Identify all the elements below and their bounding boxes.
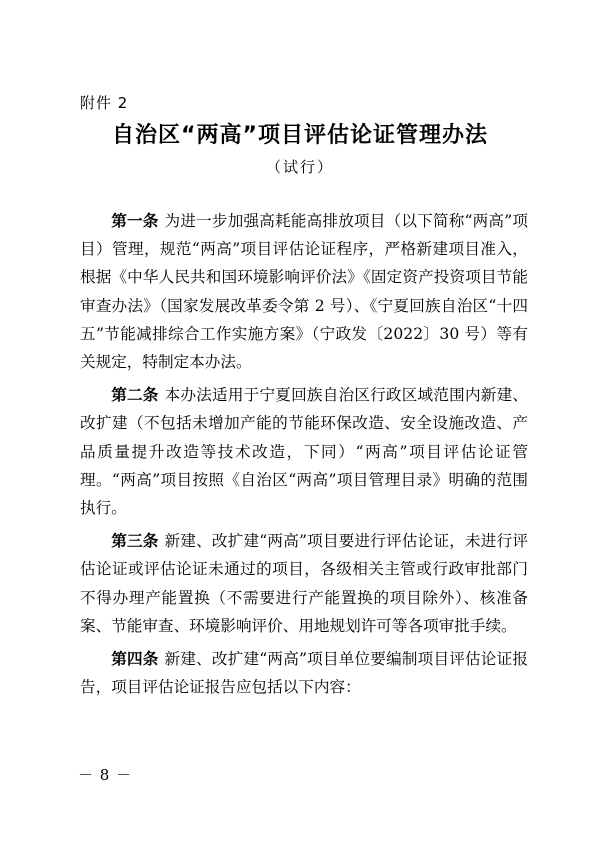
article-2 <box>80 381 528 522</box>
attachment-label: 附件 2 <box>80 94 129 112</box>
document-body <box>80 207 528 706</box>
article-1 <box>80 207 528 376</box>
article-label: 第二条 <box>111 386 159 405</box>
article-4 <box>80 645 528 701</box>
article-text: 本办法适用于宁夏回族自治区行政区域范围内新建、改扩建（不包括未增加产能的节能环保改造、安全设施改造、产品质量提升改造等技术改造，下同）“两高”项目评估论证管理。“两高”项目按照《自治区“两高”项目管理目录》明确的范围执行。 <box>80 386 528 518</box>
article-label: 第三条 <box>111 532 159 551</box>
document-subtitle: （试行） <box>265 158 334 176</box>
document-title: 自治区“两高”项目评估论证管理办法 <box>112 123 488 148</box>
article-3 <box>80 527 528 640</box>
article-label: 第一条 <box>111 212 159 230</box>
article-label: 第四条 <box>111 650 159 669</box>
article-text: 新建、改扩建“两高”项目单位要编制项目评估论证报告，项目评估论证报告应包括以下内容： <box>80 650 528 697</box>
article-text: 新建、改扩建“两高”项目要进行评估论证，未进行评估论证或评估论证未通过的项目，各级相关主管或行政审批部门不得办理产能置换（不需要进行产能置换的项目除外）、核准备案、节能审查、环境影响评价、用地规划许可等各项审批手续。 <box>80 532 528 635</box>
article-text: 为进一步加强高耗能高排放项目（以下简称“两高”项目）管理，规范“两高”项目评估论证程序，严格新建项目准入，根据《中华人民共和国环境影响评价法》《固定资产投资项目节能审查办法》（国家发展改革委令第 2 号）、《宁夏回族自治区“十四五”节能减排综合工作实施方案》（宁政发〔2022〕30 号）等有关规定，特制定本办法。 <box>80 212 528 372</box>
page-number: － 8 － <box>78 766 133 784</box>
